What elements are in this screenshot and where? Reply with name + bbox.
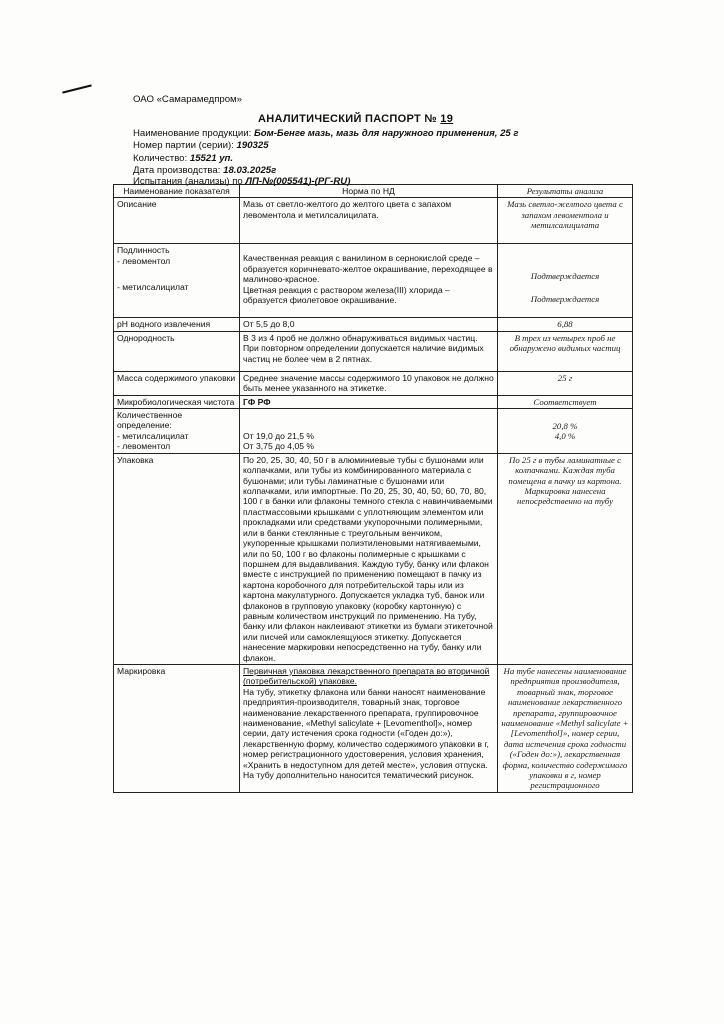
row-name: Микробиологическая чистота bbox=[114, 395, 240, 408]
handwritten-mark bbox=[62, 84, 92, 93]
tests-line: Испытания (анализы) по ЛП-№(005541)-(РГ-RU) bbox=[133, 176, 351, 187]
col-header-name: Наименование показателя bbox=[114, 185, 240, 198]
row-name: Маркировка bbox=[114, 664, 240, 792]
row-norm: Качественная реакция с ванилином в сернокислой среде – образуется коричневато-желтое окрашивание, переходящее в малиново-красное. Цветная реакция с раствором железа(III) хлорида – образуется фиолетовое окрашивание. bbox=[240, 244, 498, 318]
col-header-result: Результаты анализа bbox=[498, 185, 633, 198]
row-name: Упаковка bbox=[114, 453, 240, 664]
table-row-description bbox=[114, 198, 633, 244]
batch-line: Номер партии (серии): 190325 bbox=[133, 140, 269, 151]
table-row-mass bbox=[114, 371, 633, 395]
table-row-marking bbox=[114, 664, 633, 792]
table-row-identity bbox=[114, 244, 633, 318]
row-norm: ГФ РФ bbox=[240, 395, 498, 408]
company-name: ОАО «Самарамедпром» bbox=[133, 94, 242, 105]
row-norm: Первичная упаковка лекарственного препарата во вторичной (потребительской) упаковке. На тубу, этикетку флакона или банки наносят наименование предприятия-производителя, товарный знак, торговое наименование лекарственного препарата, группировочное наименование, «Methyl salicylate + [Levomenthol]», номер серии, дату истечения срока годности («Годен до:»), лекарственную форму, количество содержимого упаковки в г, номер регистрационного удостоверения, условия хранения, «Хранить в недоступном для детей месте», условия отпуска. На тубу дополнительно наносится тематический рисунок. bbox=[240, 664, 498, 792]
row-result: Мазь светло-желтого цвета с запахом левоментола и метилсалицилата bbox=[498, 198, 633, 244]
row-result: По 25 г в тубы ламинатные с колпачками. Каждая туба помещена в пачку из картона. Маркировка нанесена непосредственно на тубу bbox=[498, 453, 633, 664]
row-norm: От 19,0 до 21,5 % От 3,75 до 4,05 % bbox=[240, 409, 498, 454]
row-result: 20,8 % 4,0 % bbox=[498, 409, 633, 454]
analysis-table bbox=[113, 184, 633, 793]
col-header-norm: Норма по НД bbox=[240, 185, 498, 198]
row-norm: Среднее значение массы содержимого 10 упаковок не должно быть менее указанного на этикетке. bbox=[240, 371, 498, 395]
table-row-uniformity bbox=[114, 331, 633, 371]
date-line: Дата производства: 18.03.2025г bbox=[133, 165, 277, 176]
row-result: 6,88 bbox=[498, 318, 633, 331]
row-norm: В 3 из 4 проб не должно обнаруживаться видимых частиц. При повторном определении допускается наличие видимых частиц не более чем в 2 пятнах. bbox=[240, 331, 498, 371]
document-title: АНАЛИТИЧЕСКИЙ ПАСПОРТ № 19 bbox=[258, 113, 454, 125]
row-name: рН водного извлечения bbox=[114, 318, 240, 331]
quantity-line: Количество: 15521 уп. bbox=[133, 153, 234, 164]
row-name: Масса содержимого упаковки bbox=[114, 371, 240, 395]
row-name: Количественное определение: - метилсалицилат - левоментол bbox=[114, 409, 240, 454]
row-result: Подтверждается Подтверждается bbox=[498, 244, 633, 318]
row-name: Подлинность - левоментол - метилсалицилат bbox=[114, 244, 240, 318]
table-row-assay bbox=[114, 409, 633, 454]
table-row-ph bbox=[114, 318, 633, 331]
row-norm: По 20, 25, 30, 40, 50 г в алюминиевые тубы с бушонами или колпачками, или тубы из комбинированного материала с бушонами; или тубы ламинатные с бушонами или колпачками, или импортные. По 20, 25, 30, 40, 50, 60, 70, 80, 100 г в банки или флаконы темного стекла с навинчиваемыми пластмассовыми крышками с уплотняющим элементом или прокладками или средствами укупорочными полимерными, или в банки стеклянные с треугольным венчиком, укупоренные крышками полиэтиленовыми натягиваемыми, или по 50, 100 г во флаконы полимерные с крышками с поршнем для выдавливания. Каждую тубу, банку или флакон вместе с инструкцией по применению помещают в пачку из картона коробочного для потребительской тары или из картона макулатурного. Допускается укладка туб, банок или флаконов в групповую упаковку (коробку картонную) с равным количеством инструкций по применению. На тубу, банку или флакон наклеивают этикетки из бумаги этикеточной или писчей или самоклеящуюся этикетку. Допускается нанесение маркировки непосредственно на тубу, банку или флакон. bbox=[240, 453, 498, 664]
row-result: Соответствует bbox=[498, 395, 633, 408]
table-row-packaging bbox=[114, 453, 633, 664]
row-norm: Мазь от светло-желтого до желтого цвета с запахом левоментола и метилсалицилата. bbox=[240, 198, 498, 244]
product-line: Наименование продукции: Бом-Бенге мазь, мазь для наружного применения, 25 г bbox=[133, 128, 519, 139]
table-header-row bbox=[114, 185, 633, 198]
row-norm: От 5,5 до 8,0 bbox=[240, 318, 498, 331]
row-result: 25 г bbox=[498, 371, 633, 395]
row-result: В трех из четырех проб не обнаружено видимых частиц bbox=[498, 331, 633, 371]
row-name: Однородность bbox=[114, 331, 240, 371]
row-result: На тубе нанесены наименование предприятия производителя, товарный знак, торговое наименование лекарственного препарата, группировочное наименование «Methyl salicylate + [Levomenthol]», номер серии, дата истечения срока годности («Годен до:»), лекарственная форма, количество содержимого упаковки в г, номер регистрационного bbox=[498, 664, 633, 792]
table-row-micro bbox=[114, 395, 633, 408]
row-name: Описание bbox=[114, 198, 240, 244]
